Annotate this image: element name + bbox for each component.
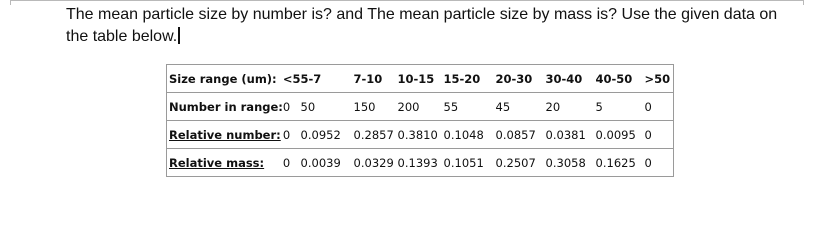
row-label: Number in range: (167, 93, 283, 121)
table-row (167, 93, 674, 121)
table-cell: 20 (546, 93, 596, 121)
question-sentence: The mean particle size by number is? and The mean particle size by mass is? Use the given data on the table below. (66, 6, 778, 45)
table-cell: 0 (645, 93, 674, 121)
header-cell: 40-50 (596, 65, 645, 93)
table-cell: 0.3058 (546, 149, 596, 177)
table-cell: 0.0039 (301, 149, 354, 177)
table-cell: 5 (596, 93, 645, 121)
table-cell: 0 (645, 149, 674, 177)
table-cell: 50 (301, 93, 354, 121)
header-cell: <5 (283, 65, 301, 93)
particle-size-table (166, 64, 674, 177)
data-table-image (166, 64, 674, 177)
header-cell: 30-40 (546, 65, 596, 93)
header-row (167, 65, 674, 93)
row-label (167, 149, 283, 177)
table-row (167, 149, 674, 177)
table-cell: 0.0381 (546, 121, 596, 149)
table-cell: 200 (398, 93, 444, 121)
table-cell: 0.0329 (354, 149, 398, 177)
table-cell: 0 (283, 121, 301, 149)
header-cell: 15-20 (444, 65, 496, 93)
document-frame-right (803, 0, 804, 5)
table-cell: 150 (354, 93, 398, 121)
table-cell: 0.0095 (596, 121, 645, 149)
table-cell: 55 (444, 93, 496, 121)
text-cursor (178, 27, 180, 44)
header-cell: 5-7 (301, 65, 354, 93)
table-cell: 0 (283, 149, 301, 177)
table-cell: 45 (496, 93, 546, 121)
table-cell: 0.1051 (444, 149, 496, 177)
table-row (167, 121, 674, 149)
table-cell: 0.3810 (398, 121, 444, 149)
table-cell: 0.0857 (496, 121, 546, 149)
table-cell: 0.1393 (398, 149, 444, 177)
table-cell: 0.1625 (596, 149, 645, 177)
header-cell: 7-10 (354, 65, 398, 93)
table-cell: 0 (645, 121, 674, 149)
row-label-text: Relative mass: (169, 155, 265, 170)
header-cell: 10-15 (398, 65, 444, 93)
document-frame-left (10, 0, 11, 5)
table-cell: 0.1048 (444, 121, 496, 149)
header-cell: >50 (645, 65, 674, 93)
table-cell: 0.2507 (496, 149, 546, 177)
header-cell: 20-30 (496, 65, 546, 93)
table-cell: 0.2857 (354, 121, 398, 149)
table-cell: 0 (283, 93, 301, 121)
row-label: Size range (um): (167, 65, 283, 93)
question-text[interactable] (66, 4, 801, 48)
table-cell: 0.0952 (301, 121, 354, 149)
row-label (167, 121, 283, 149)
row-label-text: Relative number: (169, 127, 281, 142)
